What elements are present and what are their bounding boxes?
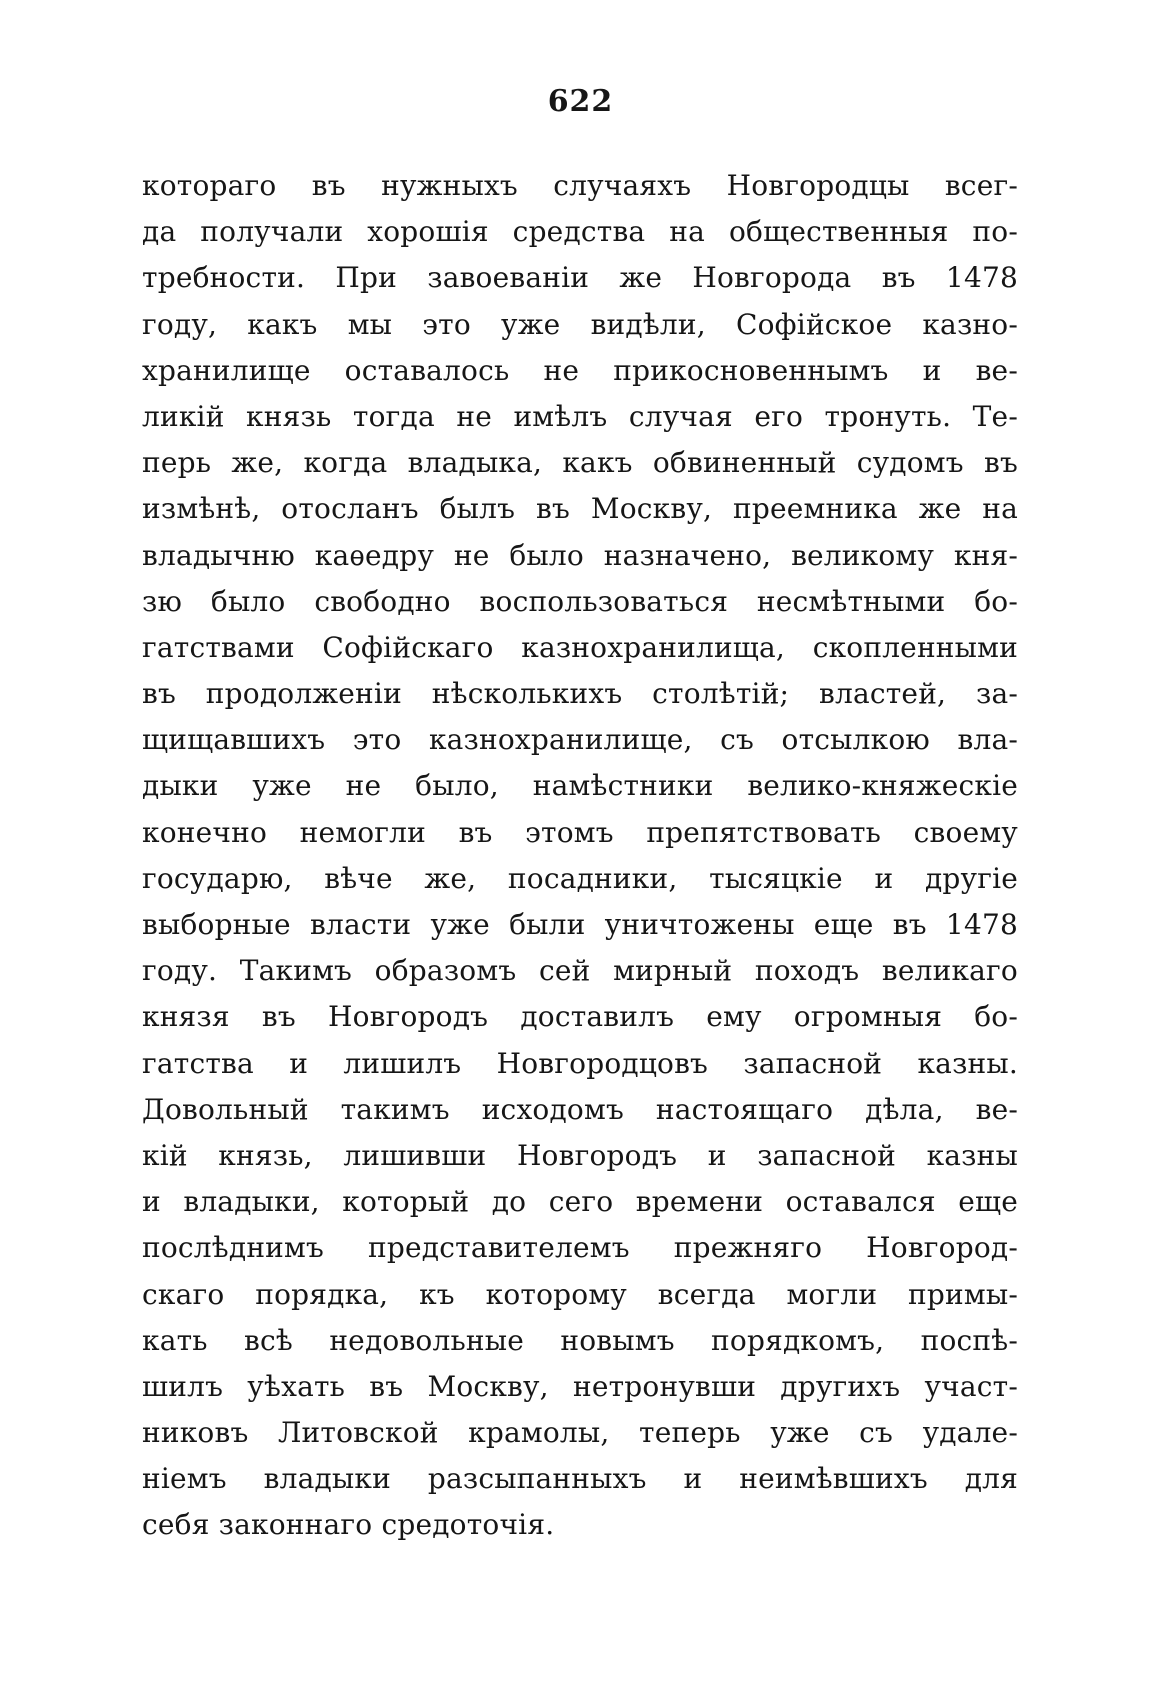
text-line: гатства и лишилъ Новгородцовъ запасной казны.	[142, 1046, 1018, 1080]
text-line: и владыки, который до сего времени оставался еще	[142, 1185, 1018, 1219]
text-line: выборные власти уже были уничтожены еще въ 1478	[142, 908, 1018, 941]
body-text	[142, 163, 1018, 1549]
text-line-last: себя законнаго средоточія.	[142, 1508, 555, 1542]
text-line: перь же, когда владыка, какъ обвиненный судомъ въ	[142, 446, 1018, 480]
text-line: измѣнѣ, отосланъ былъ въ Москву, преемника же на	[142, 492, 1018, 526]
text-line: да получали хорошія средства на общественныя по-	[142, 215, 1018, 249]
text-line: государю, вѣче же, посадники, тысяцкіе и другіе	[142, 861, 1018, 895]
text-line: въ продолженіи нѣсколькихъ столѣтій; властей, за-	[142, 677, 1018, 711]
text-line: зю было свободно воспользоваться несмѣтными бо-	[142, 584, 1018, 618]
text-line: году. Такимъ образомъ сей мирный походъ великаго	[142, 954, 1018, 988]
text-line: никовъ Литовской крамолы, теперь уже съ удале-	[142, 1416, 1018, 1450]
text-line: конечно немогли въ этомъ препятствовать своему	[142, 815, 1018, 849]
text-line: котораго въ нужныхъ случаяхъ Новгородцы всег-	[142, 169, 1018, 202]
text-line: гатствами Софійскаго казнохранилища, скопленными	[142, 630, 1018, 664]
text-line: дыки уже не было, намѣстники велико-княжескіе	[142, 769, 1018, 803]
text-line: послѣднимъ представителемъ прежняго Новгород-	[142, 1231, 1018, 1265]
text-line: хранилище оставалось не прикосновеннымъ и ве-	[142, 353, 1018, 387]
text-line: владычню каѳедру не было назначено, великому кня-	[142, 538, 1018, 572]
text-line: шилъ уѣхать въ Москву, нетронувши другихъ участ-	[142, 1369, 1018, 1403]
text-line: требности. При завоеваніи же Новгорода въ 1478	[142, 261, 1018, 295]
text-line: кать всѣ недовольные новымъ порядкомъ, поспѣ-	[142, 1323, 1018, 1357]
text-line: ликій князь тогда не имѣлъ случая его тронуть. Те-	[142, 399, 1018, 433]
text-line: кій князь, лишивши Новгородъ и запасной казны	[142, 1138, 1018, 1172]
text-line: князя въ Новгородъ доставилъ ему огромныя бо-	[142, 1000, 1018, 1034]
text-line: щищавшихъ это казнохранилище, съ отсылкою вла-	[142, 723, 1018, 757]
text-line: скаго порядка, къ которому всегда могли примы-	[142, 1277, 1018, 1311]
text-line: году, какъ мы это уже видѣли, Софійское казно-	[142, 307, 1018, 341]
text-line: Довольный такимъ исходомъ настоящаго дѣла, ве-	[142, 1092, 1018, 1126]
text-line: ніемъ владыки разсыпанныхъ и неимѣвшихъ для	[142, 1462, 1018, 1496]
page-number: 622	[547, 84, 614, 119]
